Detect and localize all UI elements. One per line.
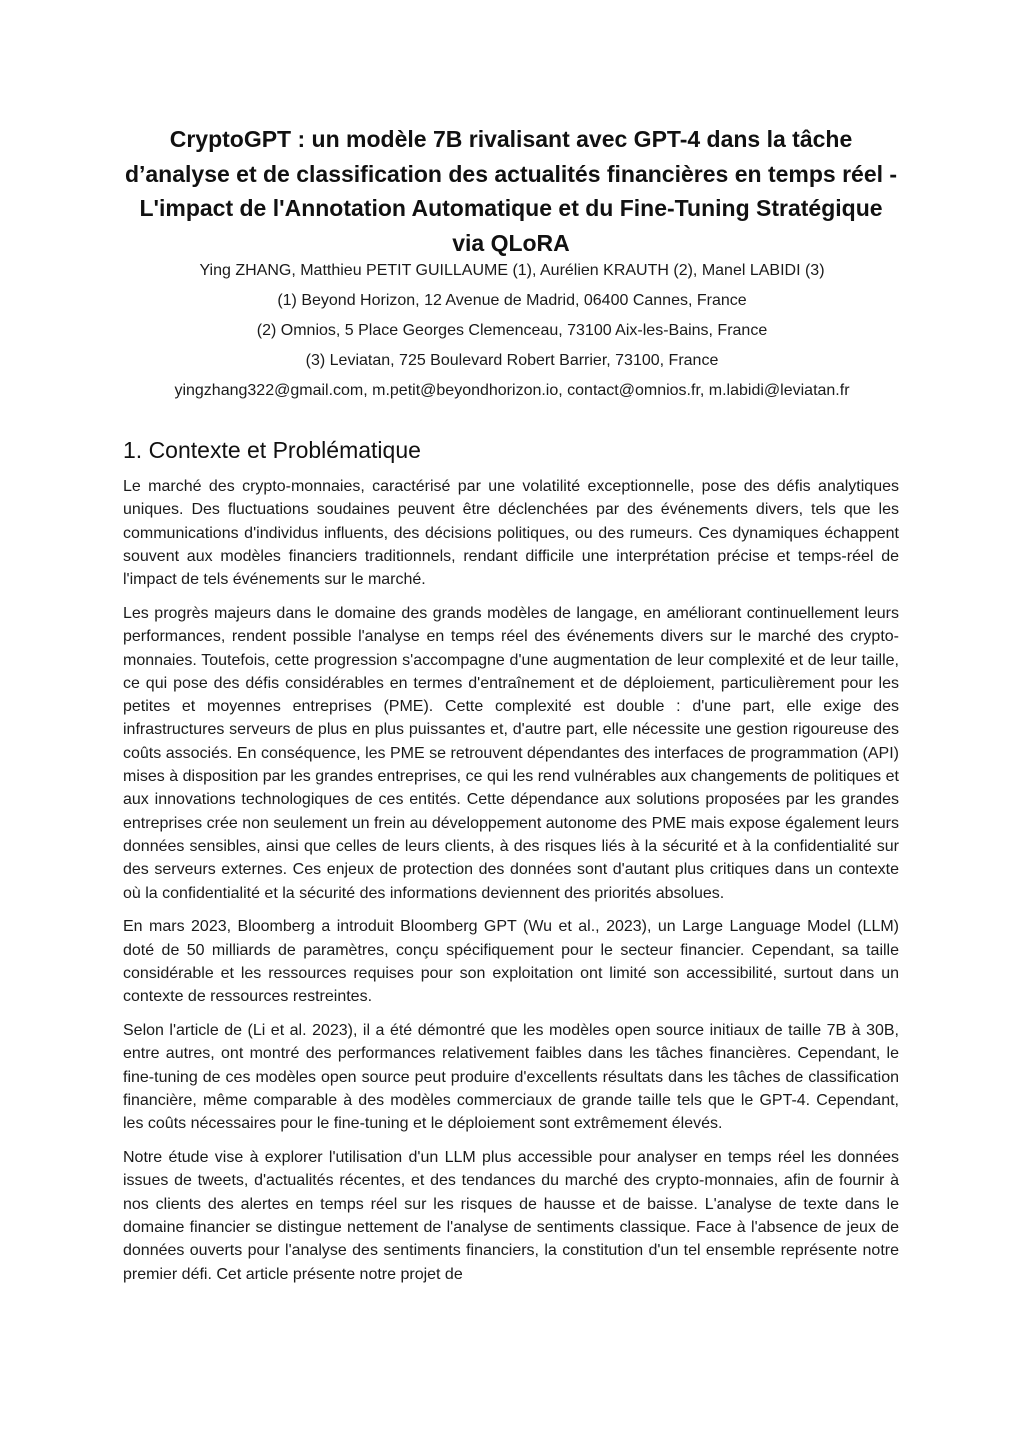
affiliation-3: (3) Leviatan, 725 Boulevard Robert Barrier, 73100, France xyxy=(305,352,719,369)
affiliation-1: (1) Beyond Horizon, 12 Avenue de Madrid, 06400 Cannes, France xyxy=(277,292,747,309)
paragraph-3: En mars 2023, Bloomberg a introduit Bloomberg GPT (Wu et al., 2023), un Large Language Model (LLM) doté de 50 milliards de paramètres, conçu spécifiquement pour le secteur financier. Cependant, sa taille considérable et les ressources requises pour son exploitation ont limité son accessibilité, surtout dans un contexte de ressources restreintes. xyxy=(123,918,899,1006)
paragraph-2: Les progrès majeurs dans le domaine des grands modèles de langage, en améliorant continuellement leurs performances, rendent possible l'analyse en temps réel des événements divers sur le marché des crypto-monnaies. Toutefois, cette progression s'accompagne d'une augmentation de leur complexité et de leur taille, ce qui pose des défis considérables en termes d'entraînement et de déploiement, particulièrement pour les petites et moyennes entreprises (PME). Cette complexité est double : d'une part, elle exige des infrastructures serveurs de plus en plus puissantes et, d'autre part, elle nécessite une gestion rigoureuse des coûts associés. En conséquence, les PME se retrouvent dépendantes des interfaces de programmation (API) mises à disposition par les grandes entreprises, ce qui les rend vulnérables aux changements de politiques et aux innovations technologiques de ces entités. Cette dépendance aux solutions proposées par les grandes entreprises crée non seulement un frein au développement autonome des PME mais expose également leurs données sensibles, ainsi que celles de leurs clients, à des risques liés à la sécurité et à la confidentialité sur des serveurs externes. Ces enjeux de protection des données sont d'autant plus critiques dans un contexte où la confidentialité et la sécurité des informations deviennent des priorités absolues. xyxy=(123,604,899,902)
affiliation-2: (2) Omnios, 5 Place Georges Clemenceau, 73100 Aix-les-Bains, France xyxy=(256,322,768,339)
section-heading: 1. Contexte et Problématique xyxy=(123,437,421,463)
section-body xyxy=(123,475,899,1296)
author-block xyxy=(110,259,914,409)
paragraph-5: Notre étude vise à explorer l'utilisation d'un LLM plus accessible pour analyser en temps réel les données issues de tweets, d'actualités récentes, et des tendances du marché des crypto-monnaies, afin de fournir à nos clients des alertes en temps réel sur les risques de hausse et de baisse. L'analyse de texte dans le domaine financier se distingue nettement de l'analyse de sentiments classique. Face à l'absence de jeux de données ouverts pour l'analyse des sentiments financiers, la constitution d'un tel ensemble représente notre premier défi. Cet article présente notre projet de xyxy=(123,1149,899,1283)
paragraph-4: Selon l'article de (Li et al. 2023), il a été démontré que les modèles open source initiaux de taille 7B à 30B, entre autres, ont montré des performances relativement faibles dans les tâches financières. Cependant, le fine-tuning de ces modèles open source peut produire d'excellents résultats dans les tâches de classification financière, même comparable à des modèles commerciaux de grande taille tels que le GPT-4. Cependant, les coûts nécessaires pour le fine-tuning et le déploiement sont extrêmement élevés. xyxy=(123,1022,899,1133)
paper-title: CryptoGPT : un modèle 7B rivalisant avec GPT-4 dans la tâche d’analyse et de classification des actualités financières en temps réel - L'impact de l'Annotation Automatique et du Fine-Tuning Stratégique via QLoRA xyxy=(124,126,898,256)
paragraph-1: Le marché des crypto-monnaies, caractérisé par une volatilité exceptionnelle, pose des défis analytiques uniques. Des fluctuations soudaines peuvent être déclenchées par des événements divers, tels que les communications d'individus influents, des décisions politiques, ou des rumeurs. Ces dynamiques échappent souvent aux modèles financiers traditionnels, rendant difficile une interprétation précise et temps-réel de l'impact de tels événements sur le marché. xyxy=(123,478,899,589)
author-list: Ying ZHANG, Matthieu PETIT GUILLAUME (1), Aurélien KRAUTH (2), Manel LABIDI (3) xyxy=(199,262,825,279)
author-emails: yingzhang322@gmail.com, m.petit@beyondhorizon.io, contact@omnios.fr, m.labidi@leviatan.fr xyxy=(174,382,850,399)
